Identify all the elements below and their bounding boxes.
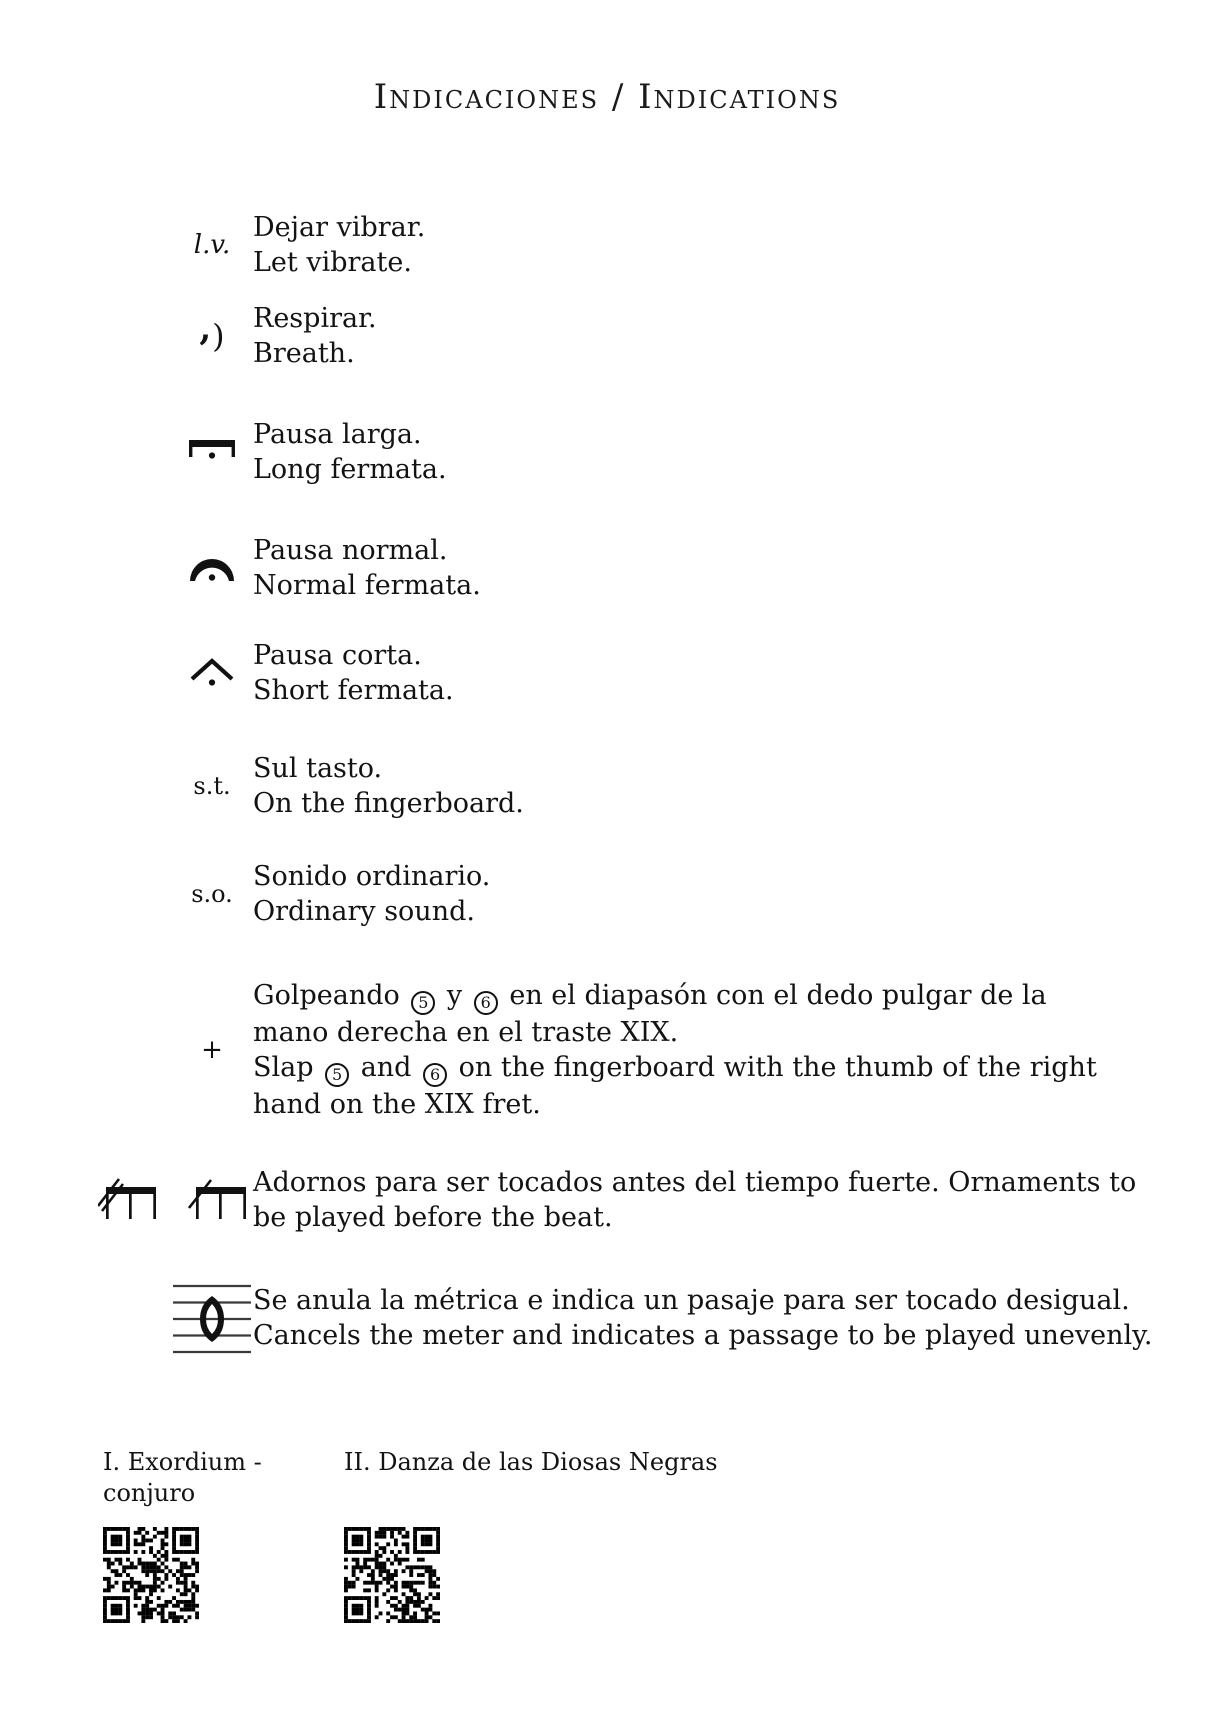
text-es: Pausa normal. [253, 535, 448, 566]
text-en: Normal fermata. [253, 570, 481, 601]
text-es: Pausa larga. [253, 419, 422, 450]
normal-fermata-icon [133, 533, 291, 603]
entry-let-vibrate [95, 210, 1075, 280]
entry-cancel-meter [95, 1283, 1153, 1355]
short-fermata-icon [133, 638, 291, 708]
text-es: Golpeando 5 y 6 en el diapasón con el dedo pulgar de la [253, 978, 1097, 1015]
text-es: mano derecha en el traste XIX. [253, 1017, 679, 1048]
text-en: On the fingerboard. [253, 788, 524, 819]
st-label: s.t. [193, 772, 231, 800]
entry-sul-tasto [95, 751, 1075, 821]
text-es: Se anula la métrica e indica un pasaje para ser tocado desigual. [253, 1285, 1130, 1316]
qr-codes [0, 1527, 1214, 1623]
indications-list [95, 210, 1153, 1355]
so-symbol [133, 859, 291, 929]
lv-label: l.v. [193, 230, 231, 260]
entry-long-fermata [95, 417, 1075, 487]
page-title: Indicaciones / Indications [373, 77, 841, 117]
text-es: Sul tasto. [253, 753, 383, 784]
text-en: Breath. [253, 338, 355, 369]
zero-meter-staff-icon [133, 1283, 291, 1355]
movement-2-label: II. Danza de las Diosas Negras [344, 1448, 718, 1476]
plus-symbol [133, 978, 291, 1122]
entry-breath [95, 301, 1075, 371]
text-en: Let vibrate. [253, 247, 412, 278]
text-es-en: Adornos para ser tocados antes del tiempo fuerte. Ornaments to [253, 1167, 1137, 1198]
text-en: Ordinary sound. [253, 896, 475, 927]
plus-label: + [201, 1035, 223, 1065]
text-en: Short fermata. [253, 675, 454, 706]
lv-symbol [133, 210, 291, 280]
entry-normal-fermata [95, 533, 1075, 603]
movement-links [0, 1447, 1214, 1509]
breath-comma: , [199, 309, 212, 349]
entry-short-fermata [95, 638, 1075, 708]
text-en: be played before the beat. [253, 1202, 613, 1233]
long-fermata-icon [133, 417, 291, 487]
text-es: Dejar vibrar. [253, 212, 426, 243]
so-label: s.o. [191, 880, 233, 908]
grace-group-single-slash-icon [188, 1176, 250, 1224]
breath-mark-icon [133, 301, 291, 371]
entry-ordinary-sound [95, 859, 1075, 929]
grace-note-ornaments-icon [95, 1165, 253, 1235]
text-en: Cancels the meter and indicates a passage to be played unevenly. [253, 1320, 1153, 1351]
grace-group-double-slash-icon [98, 1176, 160, 1224]
text-en: Slap 5 and 6 on the fingerboard with the thumb of the right [253, 1050, 1097, 1087]
breath-paren: ) [212, 317, 225, 355]
text-es: Pausa corta. [253, 640, 422, 671]
text-en: hand on the XIX fret. [253, 1089, 541, 1120]
text-en: Long fermata. [253, 454, 447, 485]
movement-1-label: I. Exordium - conjuro [103, 1448, 262, 1507]
st-symbol [133, 751, 291, 821]
qr-code-movement-2 [344, 1527, 440, 1623]
qr-code-movement-1 [103, 1527, 199, 1623]
entry-ornaments [95, 1165, 1137, 1235]
text-es: Respirar. [253, 303, 377, 334]
text-es: Sonido ordinario. [253, 861, 491, 892]
entry-slap [95, 978, 1097, 1122]
